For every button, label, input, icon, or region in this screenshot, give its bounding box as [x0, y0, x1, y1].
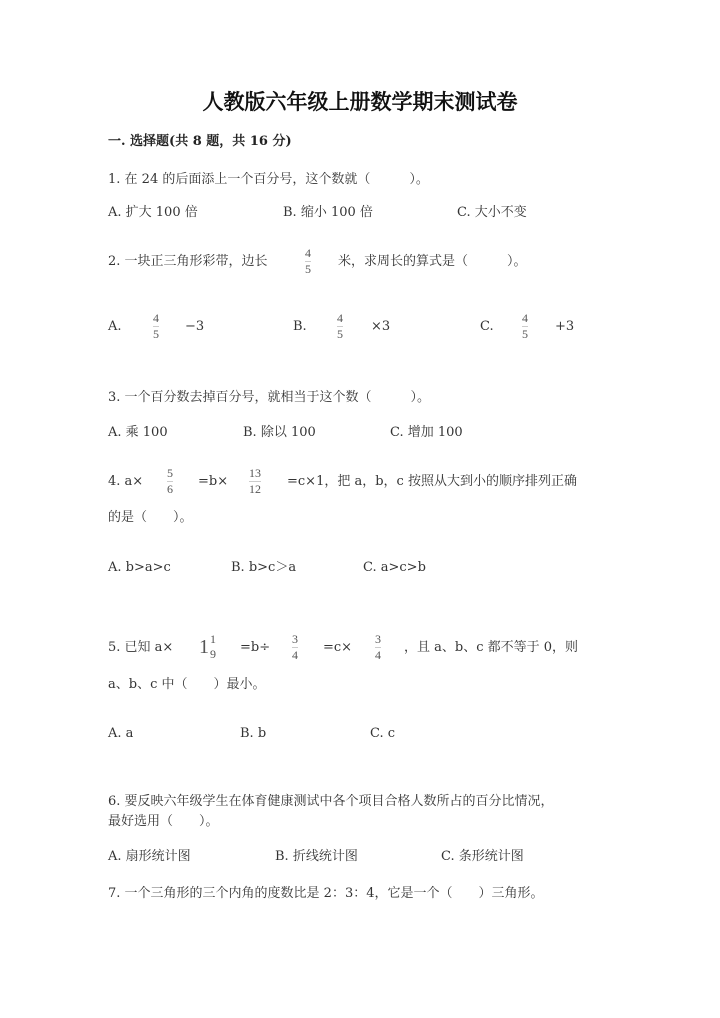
q5-option-c: C. c: [370, 726, 396, 741]
page-title: 人教版六年级上册数学期末测试卷: [202, 89, 518, 114]
q2-option-a-fraction: 4 5: [153, 311, 159, 341]
q4-option-b: B. b>c＞a: [231, 560, 297, 575]
question-2-post: 米，求周长的算式是（ ）。: [338, 254, 527, 269]
q3-option-c: C. 增加 100: [390, 425, 463, 440]
q2-option-c-fraction: 4 5: [522, 311, 528, 341]
q6-option-c: C. 条形统计图: [441, 849, 524, 864]
q1-option-b: B. 缩小 100 倍: [283, 205, 373, 220]
q4-option-a: A. b>a>c: [108, 560, 171, 575]
q2-option-b-label: B.: [293, 319, 307, 334]
q1-option-a: A. 扩大 100 倍: [108, 205, 198, 220]
question-4-p2: =b×: [198, 474, 229, 489]
q5-option-b: B. b: [240, 726, 267, 741]
q2-option-a-label: A.: [108, 319, 122, 334]
q3-option-a: A. 乘 100: [108, 425, 168, 440]
q2-fraction: [305, 246, 311, 277]
q5-mixed-number: 1 1 9: [199, 632, 216, 661]
question-4-p3: =c×1，把 a，b，c 按照从大到小的顺序排列正确: [287, 474, 577, 489]
q6-option-a: A. 扇形统计图: [108, 849, 191, 864]
q2-option-b-op: ×3: [371, 319, 391, 334]
question-1: 1. 在 24 的后面添上一个百分号，这个数就（ ）。: [108, 172, 429, 187]
question-7: 7. 一个三角形的三个内角的度数比是 2：3：4，它是一个（ ）三角形。: [108, 886, 544, 901]
q5-fraction-2: 3 4: [375, 632, 381, 662]
question-3: 3. 一个百分数去掉百分号，就相当于这个数（ ）。: [108, 390, 431, 405]
q2-option-b-fraction: 4 5: [337, 311, 343, 341]
q4-fraction-2: 13 12: [249, 466, 261, 496]
q2-option-c-label: C.: [480, 319, 494, 334]
question-4-line2: 的是（ ）。: [108, 510, 193, 525]
question-5-p3: =c×: [323, 640, 353, 655]
question-4-p1: 4. a×: [108, 474, 144, 489]
question-2-pre: 2. 一块正三角形彩带，边长: [108, 254, 268, 269]
q3-option-b: B. 除以 100: [243, 425, 316, 440]
question-5-line2: a、b、c 中（ ）最小。: [108, 677, 266, 692]
question-6-line2: 最好选用（ ）。: [108, 814, 219, 829]
question-6-line1: 6. 要反映六年级学生在体育健康测试中各个项目合格人数所占的百分比情况，: [108, 794, 554, 809]
numerator: 4: [305, 246, 311, 260]
question-5-p2: =b÷: [240, 640, 271, 655]
q6-option-b: B. 折线统计图: [275, 849, 358, 864]
question-5-p4: ，且 a、b、c 都不等于 0，则: [404, 640, 579, 655]
q5-fraction-1: 3 4: [292, 632, 298, 662]
denominator: 5: [305, 262, 311, 276]
q2-option-a-op: −3: [185, 319, 205, 334]
q5-option-a: A. a: [108, 726, 134, 741]
q1-option-c: C. 大小不变: [457, 205, 527, 220]
question-5-p1: 5. 已知 a×: [108, 640, 174, 655]
q4-fraction-1: 5 6: [167, 466, 173, 496]
section-heading: 一. 选择题(共 8 题，共 16 分): [108, 134, 292, 149]
q4-option-c: C. a>c>b: [363, 560, 426, 575]
q2-option-c-op: +3: [555, 319, 575, 334]
